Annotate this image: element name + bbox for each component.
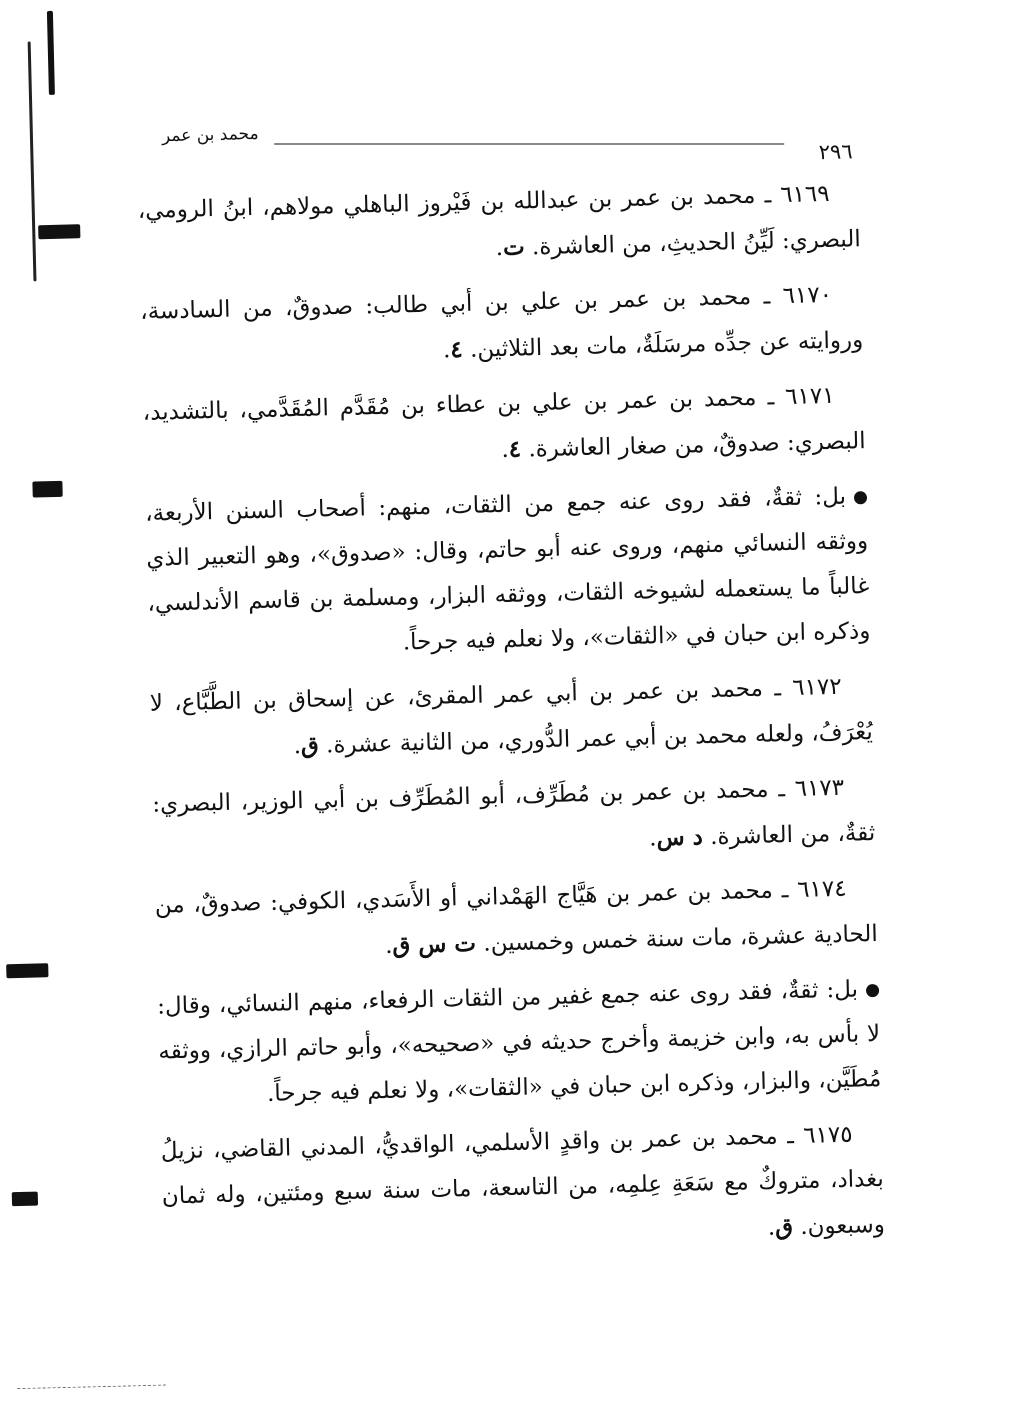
sigla: ت bbox=[502, 233, 525, 261]
scan-artifact-top bbox=[47, 11, 55, 95]
entry-paragraph: ٦١٧٥ ـ محمد بن عمر بن واقدٍ الأسلمي، الواقديُّ، المدني القاضي، نزيلُ بغداد، متروكٌ مع سَعَةِ عِلمِه، من التاسعة، مات سنة سبع ومئتين، وله ثمان وسبعون. ق. bbox=[160, 1121, 886, 1241]
scan-artifact-tab bbox=[6, 963, 48, 978]
scan-artifact-left-edge bbox=[28, 41, 37, 281]
note-text: فقد روى عنه جمع من الثقات، منهم: أصحاب السنن الأربعة، ووثقه النسائي منهم، وروى عنه أبو حاتم، وقال: «صدوق»، وهو التعبير الذي غالباً ما يستعمله لشيوخه الثقات، ووثقه البزار، ومسلمة بن قاسم الأندلسي، وذكره ابن حبان في «الثقات»، ولا نعلم فيه جرحاً. bbox=[144, 485, 871, 656]
entry-text: محمد بن عمر بن علي بن عطاء بن مُقَدَّم المُقَدَّمي، بالتشديد، البصري: صدوقٌ، من صغار العاشرة. bbox=[142, 384, 866, 463]
entry-number: ٦١٧٠ bbox=[782, 281, 833, 310]
bullet-icon bbox=[854, 491, 867, 504]
scan-artifact-bottom-rule bbox=[17, 1384, 167, 1390]
header-rule bbox=[274, 143, 784, 144]
entry-number: ٦١٧٥ bbox=[802, 1121, 853, 1149]
entry-paragraph: ٦١٦٩ ـ محمد بن عمر بن عبدالله بن فَيْروز الباهلي مولاهم، ابنُ الرومي، البصري: لَيِّنُ الحديثِ، من العاشرة. ت. bbox=[137, 180, 862, 262]
scan-artifact-tab bbox=[38, 224, 80, 239]
page-body bbox=[137, 171, 885, 1275]
entry-number: ٦١٦٩ bbox=[779, 180, 830, 209]
editor-note bbox=[145, 474, 871, 672]
entry-text: محمد بن عمر بن واقدٍ الأسلمي، الواقديُّ، المدني القاضي، نزيلُ بغداد، متروكٌ مع سَعَةِ عِلمِه، من التاسعة، مات سنة سبع ومئتين، وله ثمان وسبعون. bbox=[160, 1123, 886, 1240]
entry-number: ٦١٧٤ bbox=[796, 875, 847, 903]
sigla: ت س ق bbox=[392, 929, 477, 959]
sigla: ٤ bbox=[450, 335, 464, 364]
note-text: فقد روى عنه جمع غفير من الثقات الرفعاء، منهم النسائي، وقال: لا بأس به، وابن خزيمة وأخرج حديثه في «صحيحه»، وأبو حاتم الرازي، ووثقه مُطَيَّن، والبزار، وذكره ابن حبان في «الثقات»، ولا نعلم فيه جرحاً. bbox=[156, 978, 882, 1107]
biography-entry bbox=[152, 765, 876, 874]
sigla: ق bbox=[774, 1213, 794, 1241]
entry-paragraph: ٦١٧٠ ـ محمد بن عمر بن علي بن أبي طالب: صدوقٌ، من السادسة، وروايته عن جدِّه مرسَلَةٌ، مات بعد الثلاثين. ٤. bbox=[139, 281, 864, 364]
biography-entry bbox=[154, 866, 878, 975]
entry-number: ٦١٧٢ bbox=[791, 673, 842, 701]
entry-paragraph: ٦١٧٣ ـ محمد بن عمر بن مُطَرِّف، أبو المُطَرِّف بن أبي الوزير، البصري: ثقةٌ، من العاشرة. د س. bbox=[151, 774, 876, 852]
biography-entry bbox=[137, 171, 861, 280]
note-lead: بل: ثقةٌ، bbox=[780, 976, 859, 1005]
biography-entry bbox=[160, 1112, 885, 1266]
biography-entry bbox=[149, 664, 873, 773]
entry-number: ٦١٧١ bbox=[784, 382, 835, 411]
note-paragraph bbox=[145, 474, 871, 672]
entry-text: محمد بن عمر بن هَيَّاج الهَمْداني أو الأَسَدي، الكوفي: صدوقٌ، من الحادية عشرة، مات سنة خمس وخمسين. bbox=[154, 877, 878, 957]
scan-artifact-tab bbox=[32, 481, 62, 498]
editor-note bbox=[157, 967, 882, 1120]
scan-artifact-tab bbox=[12, 1192, 38, 1207]
entry-paragraph: ٦١٧٢ ـ محمد بن عمر بن أبي عمر المقرئ، عن إسحاق بن الطَّبَّاع، لا يُعْرَفُ، ولعله محمد بن أبي عمر الدُّوري، من الثانية عشرة. ق. bbox=[149, 673, 874, 760]
biography-entry bbox=[142, 373, 866, 482]
page-number: ٢٩٦ bbox=[818, 139, 853, 165]
note-lead: بل: ثقةٌ، bbox=[763, 483, 847, 512]
entry-text: محمد بن عمر بن أبي عمر المقرئ، عن إسحاق بن الطَّبَّاع، لا يُعْرَفُ، ولعله محمد بن أبي عمر الدُّوري، من الثانية عشرة. bbox=[149, 675, 874, 759]
running-header bbox=[162, 109, 853, 178]
sigla: ق bbox=[300, 731, 320, 760]
running-header-title: محمد بن عمر bbox=[161, 123, 259, 147]
biography-entry bbox=[140, 272, 864, 381]
entry-text: محمد بن عمر بن مُطَرِّف، أبو المُطَرِّف بن أبي الوزير، البصري: ثقةٌ، من العاشرة. bbox=[151, 776, 876, 851]
entry-paragraph: ٦١٧٤ ـ محمد بن عمر بن هَيَّاج الهَمْداني أو الأَسَدي، الكوفي: صدوقٌ، من الحادية عشرة، مات سنة خمس وخمسين. ت س ق. bbox=[154, 875, 878, 960]
sigla: د س bbox=[656, 823, 704, 852]
entry-paragraph: ٦١٧١ ـ محمد بن عمر بن علي بن عطاء بن مُقَدَّم المُقَدَّمي، بالتشديد، البصري: صدوقٌ، من صغار العاشرة. ٤. bbox=[142, 382, 866, 464]
note-paragraph bbox=[157, 967, 882, 1120]
entry-text: محمد بن عمر بن علي بن أبي طالب: صدوقٌ، من السادسة، وروايته عن جدِّه مرسَلَةٌ، مات بعد الثلاثين. bbox=[139, 283, 864, 363]
entry-number: ٦١٧٣ bbox=[794, 774, 845, 802]
sigla: ٤ bbox=[508, 435, 522, 463]
entry-text: محمد بن عمر بن عبدالله بن فَيْروز الباهلي مولاهم، ابنُ الرومي، البصري: لَيِّنُ الحديثِ، من العاشرة. bbox=[137, 182, 862, 261]
bullet-icon bbox=[866, 983, 879, 996]
